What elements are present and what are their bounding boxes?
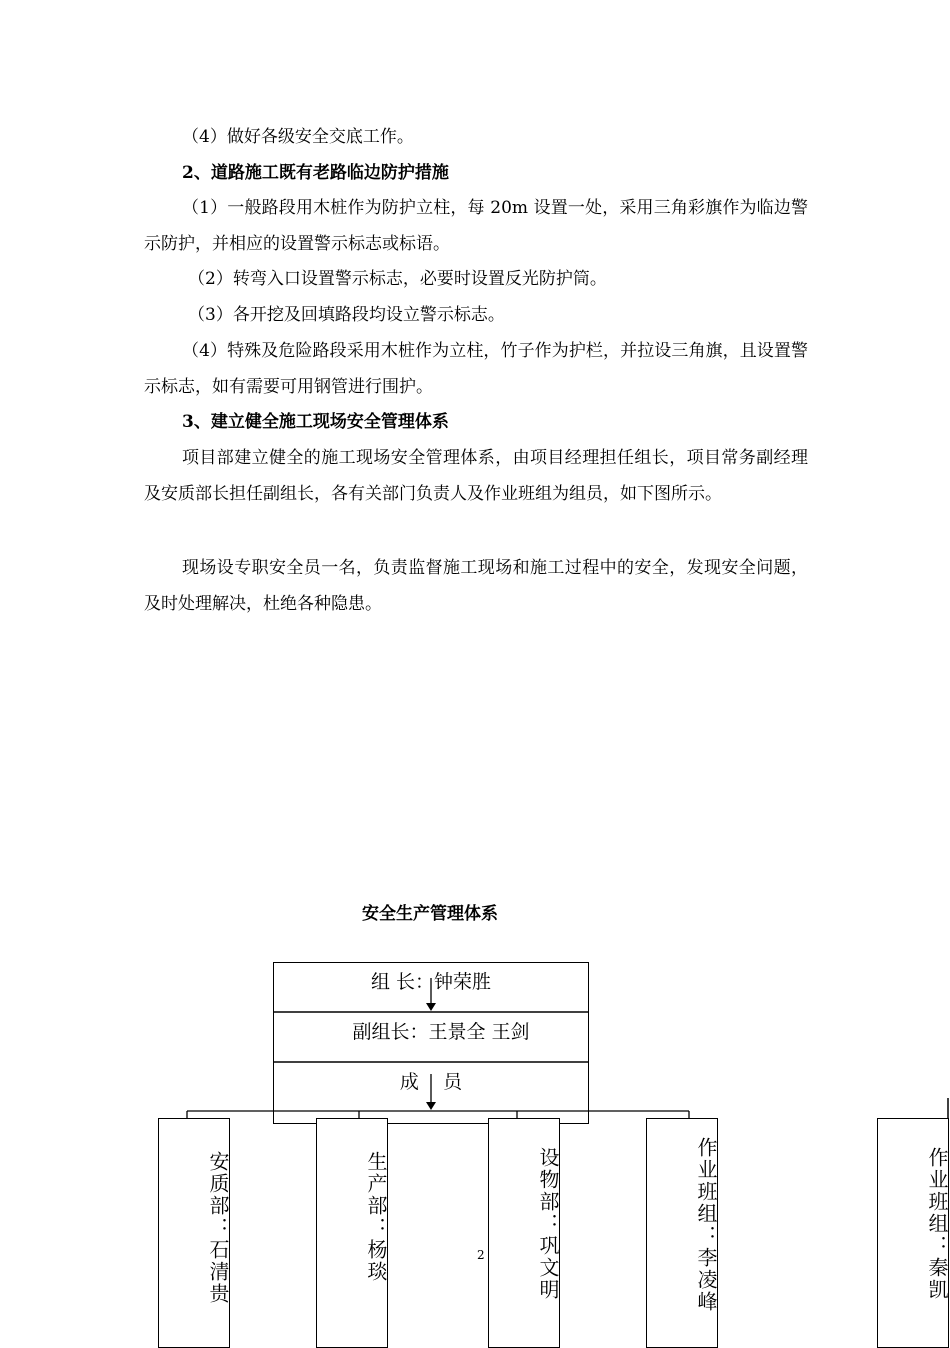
dept-box-production	[316, 1118, 388, 1348]
dept-label: 生产部：杨琰	[364, 1151, 388, 1283]
paragraph-general-sections: （1）一般路段用木桩作为防护立柱，每 20m 设置一处，采用三角彩旗作为临边警示防护，并相应的设置警示标志或标语。	[144, 198, 808, 254]
leader-label: 组 长：钟荣胜	[370, 971, 492, 993]
dept-box-safety-quality	[158, 1118, 230, 1348]
paragraph-item-4: （4）做好各级安全交底工作。	[182, 127, 414, 147]
dept-label: 作业班组：李凌峰	[694, 1137, 718, 1313]
members-label: 成 员	[399, 1071, 463, 1093]
arrow-head-1	[426, 1003, 436, 1011]
deputy-label: 副组长：王景全 王剑	[352, 1021, 530, 1043]
paragraph-safety-officer: 现场设专职安全员一名，负责监督施工现场和施工过程中的安全，发现安全问题，及时处理解决，杜绝各种隐患。	[144, 558, 808, 614]
paragraph-excavation: （3）各开挖及回填路段均设立警示标志。	[188, 305, 505, 325]
paragraph-management-system: 项目部建立健全的施工现场安全管理体系，由项目经理担任组长，项目常务副经理及安质部长担任副组长，各有关部门负责人及作业班组为组员，如下图所示。	[144, 448, 808, 504]
dept-label: 设物部：巩文明	[536, 1147, 560, 1301]
paragraph-dangerous-sections: （4）特殊及危险路段采用木桩作为立柱，竹子作为护栏，并拉设三角旗，且设置警示标志，如有需要可用钢管进行围护。	[144, 341, 808, 397]
dept-box-work-team-1	[646, 1118, 718, 1348]
section-heading-3: 3、建立健全施工现场安全管理体系	[182, 412, 449, 432]
dept-box-work-team-2	[877, 1118, 949, 1348]
org-chart-title: 安全生产管理体系	[362, 904, 498, 924]
page-number: 2	[477, 1248, 485, 1262]
dept-label: 作业班组：秦凯	[925, 1147, 949, 1301]
section-heading-2: 2、道路施工既有老路临边防护措施	[182, 163, 449, 183]
paragraph-turn-entrance: （2）转弯入口设置警示标志，必要时设置反光防护筒。	[188, 269, 607, 289]
dept-label: 安质部：石清贵	[206, 1151, 230, 1305]
arrow-head-2	[426, 1102, 436, 1110]
dept-box-equipment	[488, 1118, 560, 1348]
